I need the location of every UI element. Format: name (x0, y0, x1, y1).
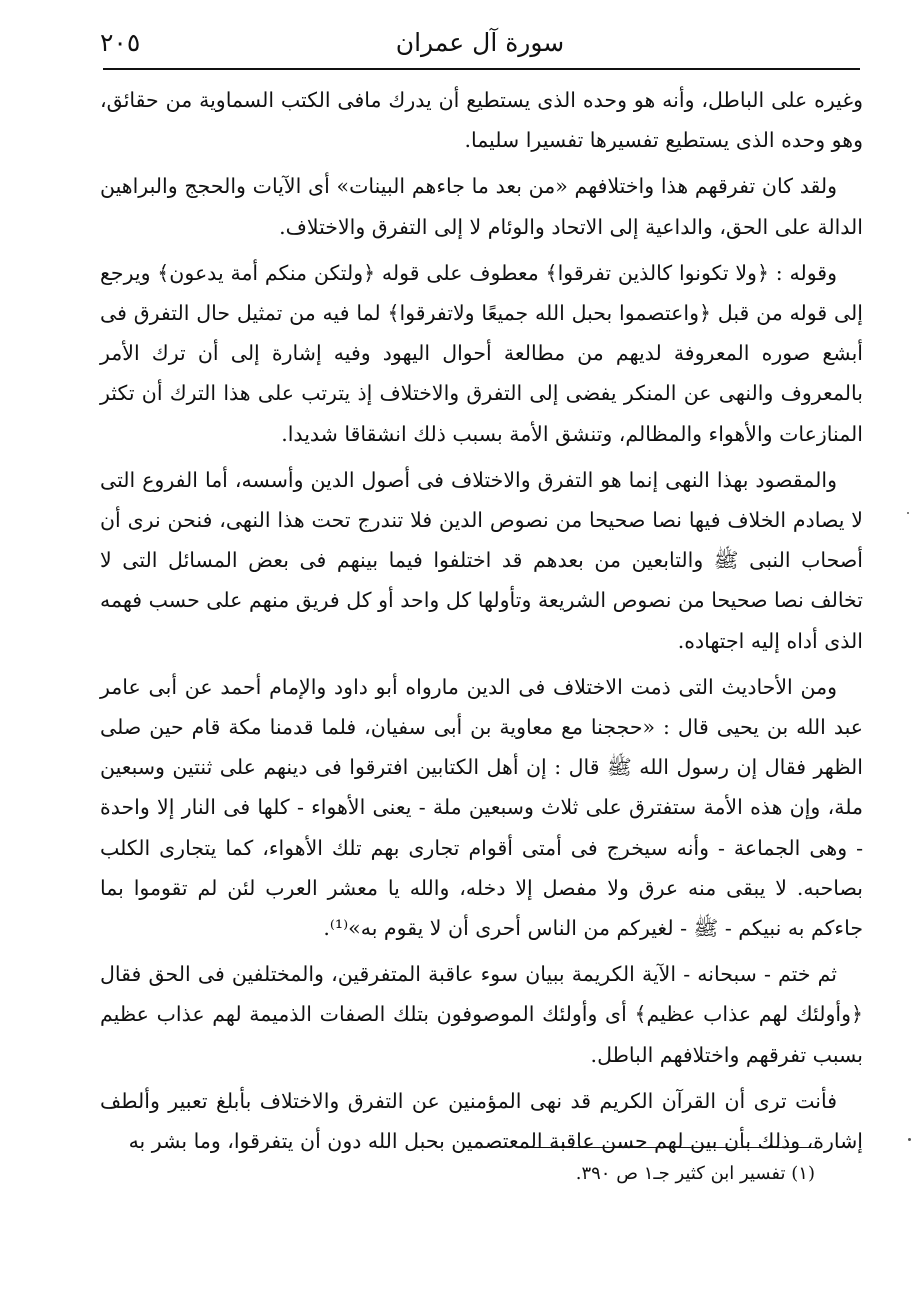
footnote-divider (520, 1147, 816, 1148)
scan-speck (907, 512, 909, 514)
running-title: سورة آل عمران (395, 28, 565, 57)
page-header (100, 22, 860, 62)
paragraph: فأنت ترى أن القرآن الكريم قد نهى المؤمنين عن التفرق والاختلاف بأبلغ تعبير وألطف إشارة، وذلك بأن بين لهم حسن عاقبة المعتصمين بحبل الله دون أن يتفرقوا، وما بشر به (100, 1088, 863, 1154)
paragraph: ومن الأحاديث التى ذمت الاختلاف فى الدين مارواه أبو داود والإمام أحمد عن أبى عامر عبد الله بن يحيى قال : «حججنا مع معاوية بن أبى سفيان، فلما قدمنا مكة قام حين صلى الظهر فقال إن رسول الله ﷺ قال : إن أهل الكتابين افترقوا فى دينهم على ثنتين وسبعين ملة، وإن هذه الأمة ستفترق على ثلاث وسبعين ملة - يعنى الأهواء - كلها فى النار إلا واحدة - وهى الجماعة - وأنه سيخرج فى أمتى أقوام تجارى بهم تلك الأهواء، كما يتجارى الكلب بصاحبه. لا يبقى منه عرق ولا مفصل إلا دخله، والله يا معشر العرب لئن لم تقوموا بما جاءكم به نبيكم - ﷺ - لغيركم من الناس أحرى أن لا يقوم به»⁽¹⁾. (100, 674, 863, 941)
paragraph: وقوله : ﴿ولا تكونوا كالذين تفرقوا﴾ معطوف على قوله ﴿ولتكن منكم أمة يدعون﴾ ويرجع إلى قوله من قبل ﴿واعتصموا بحبل الله جميعًا ولاتفرقوا﴾ لما فيه من تمثيل حال التفرق فى أبشع صوره المعروفة لديهم من مطالعة أحوال اليهود وفيه إشارة إلى أن ترك الأمر بالمعروف والنهى عن المنكر يفضى إلى التفرق والاختلاف إذ يترتب على هذا الترك أن تكثر المنازعات والأهواء والمظالم، وتنشق الأمة بسبب ذلك انشقاقا شديدا. (100, 260, 863, 446)
paragraph: وغيره على الباطل، وأنه هو وحده الذى يستطيع أن يدرك مافى الكتب السماوية من حقائق، وهو وحده الذى يستطيع تفسيرها تفسيرا سليما. (100, 88, 863, 153)
header-divider (103, 68, 860, 70)
paragraph: والمقصود بهذا النهى إنما هو التفرق والاختلاف فى أصول الدين وأسسه، أما الفروع التى لا يصادم الخلاف فيها نصا صحيحا من نصوص الدين فلا تندرج تحت هذا النهى، فنحن نرى أن أصحاب النبى ﷺ والتابعين من بعدهم قد اختلفوا فيما بينهم فى بعض المسائل التى لا تخالف نصا صحيحا من نصوص الشريعة وتأولها كل واحد أو كل فريق منهم على حسب فهمه الذى أداه إليه اجتهاده. (100, 467, 864, 653)
page-number: ٢٠٥ (100, 28, 141, 57)
scan-speck (908, 1138, 911, 1141)
footnote: (١) تفسير ابن كثير جـ١ ص ٣٩٠. (575, 1163, 815, 1184)
paragraph: ثم ختم - سبحانه - الآية الكريمة ببيان سوء عاقبة المتفرقين، والمختلفين فى الحق فقال ﴿وأولئك لهم عذاب عظيم﴾ أى وأولئك الموصوفون بتلك الصفات الذميمة لهم عذاب عظيم بسبب تفرقهم واختلافهم الباطل. (100, 962, 863, 1067)
main-text (100, 80, 863, 1167)
paragraph: ولقد كان تفرقهم هذا واختلافهم «من بعد ما جاءهم البينات» أى الآيات والحجج والبراهين الدالة على الحق، والداعية إلى الاتحاد والوئام لا إلى التفرق والاختلاف. (100, 174, 863, 239)
